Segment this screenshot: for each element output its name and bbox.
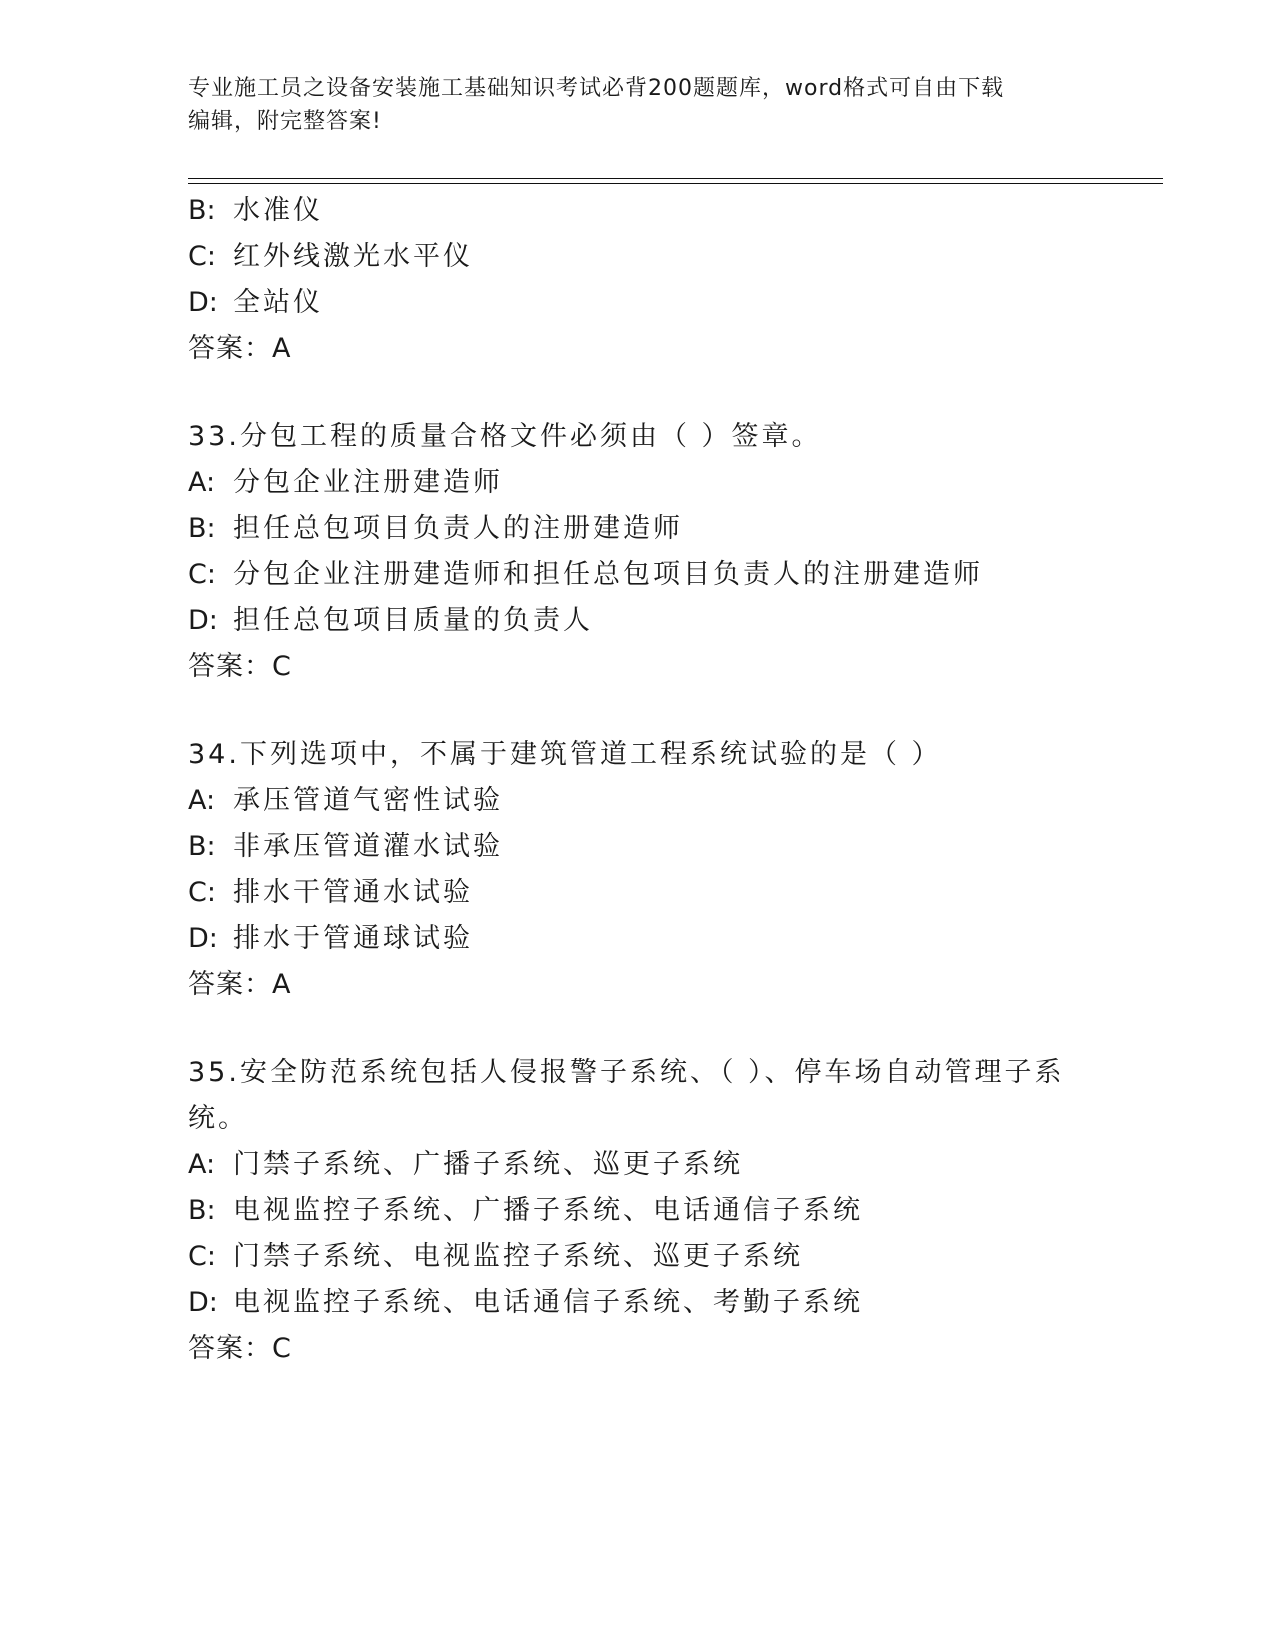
option-label: D: (188, 1287, 218, 1318)
option-text: 全站仪 (233, 287, 323, 318)
option-a (188, 1142, 1088, 1188)
option-text: 电视监控子系统、广播子系统、电话通信子系统 (233, 1195, 863, 1226)
question-stem-line-1: 35.安全防范系统包括人侵报警子系统、（ ）、停车场自动管理子系 (188, 1057, 1065, 1088)
question-35 (188, 1050, 1088, 1372)
option-label: C: (188, 241, 216, 272)
option-label: D: (188, 605, 218, 636)
option-d (188, 598, 1088, 644)
question-stem-line-2: 统。 (188, 1103, 248, 1134)
option-d (188, 1280, 1088, 1326)
question-33 (188, 414, 1088, 690)
option-text: 排水于管通球试验 (233, 923, 473, 954)
option-label: B: (188, 831, 216, 862)
option-text: 排水干管通水试验 (233, 877, 473, 908)
option-c (188, 234, 1088, 280)
option-text: 分包企业注册建造师和担任总包项目负责人的注册建造师 (233, 559, 983, 590)
option-label: C: (188, 877, 216, 908)
option-label: A: (188, 467, 216, 498)
question-34 (188, 732, 1088, 1008)
option-b (188, 506, 1088, 552)
option-b (188, 1188, 1088, 1234)
header-line-1: 专业施工员之设备安装施工基础知识考试必背200题题库，word格式可自由下载 (188, 76, 1005, 101)
document-header (188, 72, 1078, 138)
option-d (188, 916, 1088, 962)
header-divider-bottom (188, 183, 1163, 184)
option-label: B: (188, 1195, 216, 1226)
option-label: D: (188, 923, 218, 954)
option-text: 红外线激光水平仪 (233, 241, 473, 272)
option-text: 水准仪 (233, 195, 323, 226)
option-text: 门禁子系统、电视监控子系统、巡更子系统 (233, 1241, 803, 1272)
question-stem: 33.分包工程的质量合格文件必须由（ ）签章。 (188, 421, 822, 452)
option-b (188, 188, 1088, 234)
option-c (188, 552, 1088, 598)
option-d (188, 280, 1088, 326)
option-c (188, 870, 1088, 916)
header-line-2: 编辑，附完整答案! (188, 109, 382, 134)
option-label: A: (188, 785, 216, 816)
option-text: 分包企业注册建造师 (233, 467, 503, 498)
option-label: D: (188, 287, 218, 318)
option-label: C: (188, 1241, 216, 1272)
option-text: 承压管道气密性试验 (233, 785, 503, 816)
option-label: B: (188, 195, 216, 226)
header-divider-top (188, 178, 1163, 179)
question-stem: 34.下列选项中，不属于建筑管道工程系统试验的是（ ） (188, 739, 942, 770)
answer-line: 答案：C (188, 1333, 292, 1364)
option-a (188, 778, 1088, 824)
option-c (188, 1234, 1088, 1280)
option-b (188, 824, 1088, 870)
question-32-continuation (188, 188, 1088, 372)
option-text: 电视监控子系统、电话通信子系统、考勤子系统 (233, 1287, 863, 1318)
answer-line: 答案：C (188, 651, 292, 682)
question-list (188, 188, 1088, 1372)
option-text: 担任总包项目负责人的注册建造师 (233, 513, 683, 544)
option-label: A: (188, 1149, 216, 1180)
answer-line: 答案：A (188, 969, 292, 1000)
option-text: 担任总包项目质量的负责人 (233, 605, 593, 636)
option-text: 门禁子系统、广播子系统、巡更子系统 (233, 1149, 743, 1180)
option-a (188, 460, 1088, 506)
option-label: C: (188, 559, 216, 590)
answer-line: 答案：A (188, 333, 292, 364)
option-label: B: (188, 513, 216, 544)
option-text: 非承压管道灌水试验 (233, 831, 503, 862)
